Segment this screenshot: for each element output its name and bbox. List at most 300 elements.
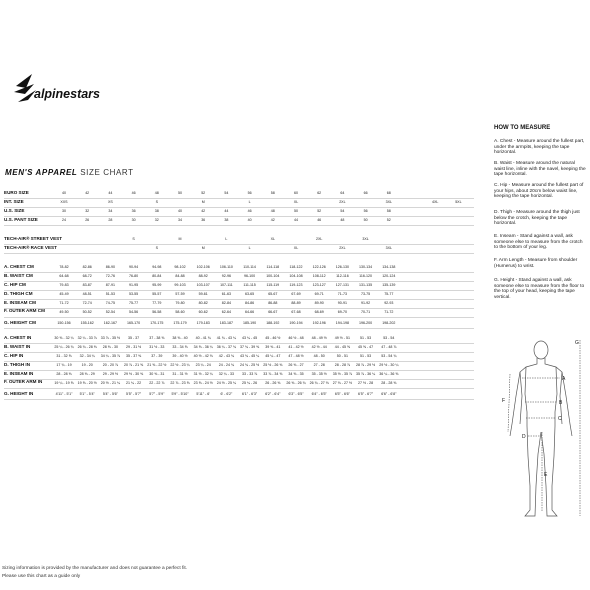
table-cell: 5'11" - 6' [196, 392, 210, 396]
table-cell: 82-84 [221, 301, 231, 305]
table-cell: 42 - 43 ¾ [218, 354, 234, 358]
table-cell: 90-91 [337, 301, 347, 305]
table-cell: 175-179 [173, 321, 187, 325]
row-label: F. OUTER ARM CM [4, 308, 45, 313]
table-cell: 50 - 51 [336, 354, 348, 358]
table-cell: 28 - 28 ⅞ [334, 363, 350, 367]
table-cell: 75-77 [128, 301, 139, 305]
table-cell: 35 - 35 ½ [311, 372, 327, 376]
measure-thigh: D. Thigh - Measure around the thigh just below the crotch, keeping the tape horizontal. [494, 210, 580, 227]
table-cell: 26 ⅜ - 27 [288, 363, 304, 367]
table-cell: 24 ½ - 25 ¼ [216, 381, 236, 385]
table-cell: 79-80 [175, 301, 185, 305]
table-cell: 53 - 54 [383, 336, 395, 340]
size-row [4, 291, 474, 299]
table-cell: 5'7" - 5'9" [149, 392, 165, 396]
table-cell: 46 [131, 191, 136, 195]
table-cell: 29 ½ - 30 ⅜ [124, 372, 144, 376]
measure-arm-length: F. Arm Length - Measure from shoulder (Humerus) to wrist. [494, 258, 578, 269]
table-cell: 30 [62, 209, 66, 213]
size-row [4, 300, 474, 308]
table-cell: 3XL [385, 200, 392, 204]
table-cell: 38 [224, 218, 229, 222]
table-cell: 120-124 [382, 274, 396, 278]
table-cell: 28 ⅞ - 29 ½ [356, 363, 376, 367]
table-cell: 58-60 [175, 310, 185, 314]
table-cell: M [201, 246, 205, 250]
table-cell: 59-61 [198, 292, 208, 296]
table-cell: 57-59 [175, 292, 185, 296]
table-cell: 66-67 [268, 310, 278, 314]
table-cell: 36 [201, 218, 206, 222]
table-cell: 71-73 [337, 292, 347, 296]
table-cell: 162-167 [103, 321, 117, 325]
table-cell: 54 [340, 209, 345, 213]
row-divider [4, 225, 474, 226]
table-cell: 190-194 [289, 321, 303, 325]
row-label: U.S. PANT SIZE [4, 217, 38, 222]
table-cell: 24 ¾ - 25 ½ [240, 363, 260, 367]
table-cell: 62-64 [221, 310, 231, 314]
table-cell: 50-52 [82, 310, 92, 314]
table-cell: 6'6" - 6'8" [381, 392, 397, 396]
table-cell: 23 ¼ - 24 [195, 363, 211, 367]
table-cell: 43 ¾ - 45 ¼ [240, 354, 260, 358]
table-cell: 95-99 [152, 283, 162, 287]
astar-icon [14, 74, 36, 102]
table-cell: 52 [317, 209, 322, 213]
body-outline [510, 341, 572, 516]
table-cell: 52 [201, 191, 206, 195]
table-cell: 84-86 [244, 301, 255, 305]
table-cell: M [178, 237, 182, 241]
table-cell: 112-116 [336, 274, 349, 278]
table-cell: 131-135 [358, 283, 373, 287]
table-cell: 179-183 [196, 321, 210, 325]
table-cell: 183-187 [219, 321, 233, 325]
table-cell: 60 [294, 191, 298, 195]
table-cell: 22 ⅞ - 23 ⅝ [170, 381, 190, 385]
table-cell: 46 [247, 209, 252, 213]
table-cell: 30 ⅝ - 32 ¼ [54, 336, 74, 340]
table-cell: 31 ½ - 33 [149, 345, 165, 349]
table-cell: 24 [62, 218, 66, 222]
table-cell: 198-202 [382, 321, 396, 325]
table-cell: 58 [270, 191, 275, 195]
table-cell: 26 - 26 ⅜ [265, 381, 281, 385]
table-cell: 25 ¼ - 26 ¾ [54, 345, 74, 349]
table-cell: 94-98 [152, 265, 162, 269]
table-cell: 119-123 [289, 283, 303, 287]
disclaimer-line-2: Please use this chart as a guide only [2, 574, 81, 579]
table-cell: 19 ¼ - 19 ⅝ [54, 381, 74, 385]
table-cell: 25 ¼ - 26 [242, 381, 258, 385]
table-cell: 48 [154, 191, 159, 195]
table-cell: 196-200 [358, 321, 373, 325]
table-cell: 150-156 [57, 321, 71, 325]
table-cell: 6'2" - 6'4" [265, 392, 281, 396]
table-cell: 34 ⅝ - 36 ¼ [193, 345, 213, 349]
size-row [4, 208, 474, 216]
table-cell: 31 ½ - 32 ¼ [193, 372, 213, 376]
table-cell: 34 ¼ - 35 ⅞ [100, 354, 120, 358]
table-cell: 53 - 54 ¾ [381, 354, 397, 358]
table-cell: 103-107 [196, 283, 210, 287]
table-cell: 44 [224, 209, 229, 213]
table-cell: 26 ¾ - 28 ⅜ [77, 345, 97, 349]
table-cell: 39 ⅜ - 41 [265, 345, 281, 349]
table-cell: 45 - 46 ½ [265, 336, 281, 340]
table-cell: 134-138 [382, 265, 396, 269]
table-cell: 34 ⅝ - 35 [288, 372, 304, 376]
row-label: TECH-AIR® RACE VEST [4, 245, 57, 250]
table-cell: 19 - 20 [81, 363, 93, 367]
table-cell: 5'9" - 5'10" [171, 392, 189, 396]
table-cell: 54-56 [128, 310, 139, 314]
table-cell: 64 [340, 191, 345, 195]
size-row [4, 264, 474, 272]
row-label: INT. SIZE [4, 199, 24, 204]
table-cell: 42 [201, 209, 206, 213]
table-cell: 27 ½ - 28 [358, 381, 374, 385]
table-cell: 55-57 [152, 292, 162, 296]
table-cell: 33 ⅞ - 34 ⅝ [263, 372, 283, 376]
table-cell: 50 [294, 209, 298, 213]
table-cell: 22 - 22 ⅞ [149, 381, 165, 385]
table-cell: 188-192 [266, 321, 280, 325]
table-cell: 100-104 [266, 274, 280, 278]
table-cell: 51-53 [105, 292, 115, 296]
table-cell: 5'4" - 5'6" [102, 392, 118, 396]
table-cell: 2XL [339, 246, 346, 250]
table-cell: XXS [60, 200, 68, 204]
table-cell: 69-71 [314, 292, 324, 296]
table-cell: 28 - 28 ⅜ [381, 381, 397, 385]
table-cell: 115-119 [266, 283, 280, 287]
table-cell: 44 [108, 191, 113, 195]
table-cell: 4'11" - 5'1" [55, 392, 73, 396]
table-cell: 76-80 [128, 274, 139, 278]
table-cell: 71-72 [384, 310, 394, 314]
row-label: B. WAIST IN [4, 344, 31, 349]
size-row [4, 217, 474, 225]
table-cell: 25 ½ - 26 ⅜ [263, 363, 283, 367]
table-cell: 56-58 [152, 310, 162, 314]
table-cell: 48 [270, 209, 275, 213]
size-row [4, 236, 474, 244]
table-cell: 79-83 [59, 283, 69, 287]
table-cell: 40 ½ - 42 ⅛ [193, 354, 213, 358]
row-label: EURO SIZE [4, 190, 29, 195]
table-cell: 68-72 [82, 274, 92, 278]
table-cell: 19 ⅝ - 20 ½ [77, 381, 97, 385]
table-cell: 86-90 [105, 265, 115, 269]
table-cell: 3XL [362, 237, 369, 241]
table-cell: 35 - 37 [127, 336, 140, 340]
size-row [4, 362, 474, 370]
table-cell: 6'1" - 6'3" [242, 392, 258, 396]
table-cell: 39 - 40 ½ [172, 354, 188, 358]
table-cell: 104-108 [289, 274, 303, 278]
table-cell: 58 [386, 209, 391, 213]
page-title [5, 168, 134, 177]
table-cell: 40 [247, 218, 252, 222]
row-label: E. INSEAM CM [4, 300, 36, 305]
table-cell: 37 - 38 ⅝ [149, 336, 165, 340]
table-cell: 20 - 20 ⅞ [102, 363, 118, 367]
table-cell: 192-196 [312, 321, 326, 325]
table-cell: 33 ⅞ - 35 ½ [100, 336, 120, 340]
table-cell: 42 [270, 218, 275, 222]
table-cell: 88-89 [291, 301, 301, 305]
table-cell: 33 - 33 ⅞ [242, 372, 258, 376]
table-cell: 36 [131, 209, 136, 213]
size-row [4, 344, 474, 352]
table-cell: 32 - 34 ¼ [79, 354, 95, 358]
table-cell: 54 [224, 191, 229, 195]
row-divider [4, 328, 474, 329]
figure-label-d: D [522, 434, 526, 440]
table-cell: 3XL [385, 246, 392, 250]
table-cell: 40 [178, 209, 182, 213]
table-cell: 31 - 31 ½ [172, 372, 188, 376]
table-cell: 44 [294, 218, 298, 222]
table-cell: 122-126 [312, 265, 326, 269]
table-cell: 68 [386, 191, 391, 195]
table-cell: 47 - 48 ½ [288, 354, 304, 358]
table-cell: 108-112 [312, 274, 326, 278]
size-row [4, 380, 474, 388]
size-row [4, 320, 474, 328]
table-cell: 98-102 [174, 265, 186, 269]
table-cell: S [155, 246, 158, 250]
table-cell: 106-110 [219, 265, 233, 269]
table-cell: 2XL [339, 200, 346, 204]
table-cell: 80-84 [152, 274, 162, 278]
table-cell: 21 ⅝ - 22 ½ [147, 363, 167, 367]
table-cell: 110-114 [243, 265, 256, 269]
table-cell: 56 [247, 191, 252, 195]
table-cell: 37 ¾ - 39 ⅜ [240, 345, 260, 349]
table-cell: 67-68 [291, 310, 301, 314]
table-cell: 32 ¼ - 33 [218, 372, 234, 376]
table-cell: 29 ½ - 30 ¼ [379, 363, 399, 367]
table-cell: 28 ⅜ - 29 [79, 372, 95, 376]
row-label: G. HEIGHT IN [4, 391, 34, 396]
table-cell: 91-92 [360, 301, 371, 305]
table-cell: 78-82 [59, 265, 69, 269]
table-cell: L [225, 237, 228, 241]
row-divider [4, 253, 474, 254]
row-label: A. CHEST CM [4, 264, 34, 269]
size-row [4, 391, 474, 399]
size-row [4, 309, 474, 317]
table-cell: 83-87 [82, 283, 92, 287]
table-cell: 86-88 [268, 301, 278, 305]
measure-lines [508, 340, 580, 516]
table-cell: 90-94 [128, 265, 139, 269]
table-cell: 24 - 24 ¾ [218, 363, 234, 367]
table-cell: 118-122 [289, 265, 303, 269]
table-cell: 73-75 [360, 292, 371, 296]
table-cell: 114-118 [266, 265, 280, 269]
size-row [4, 371, 474, 379]
table-cell: 28 - 28 ⅜ [56, 372, 72, 376]
table-cell: 49 ½ - 51 [334, 336, 350, 340]
table-cell: 41 ¾ - 43 ¼ [216, 336, 236, 340]
table-cell: 64-66 [244, 310, 255, 314]
table-cell: 135-139 [382, 283, 396, 287]
table-cell: 6'5" - 6'6" [334, 392, 350, 396]
row-divider [4, 388, 474, 389]
table-cell: 6'4" - 6'5" [311, 392, 327, 396]
row-label: F. OUTER ARM IN [4, 379, 43, 384]
table-cell: 17 ¾ - 19 [56, 363, 72, 367]
table-cell: XL [270, 237, 275, 241]
table-cell: 74-75 [105, 301, 115, 305]
title-light: SIZE CHART [80, 168, 134, 177]
table-cell: 33 - 34 ⅝ [172, 345, 188, 349]
figure-label-c: C [558, 416, 562, 422]
table-cell: 42 ½ - 44 [311, 345, 327, 349]
table-cell: 61-63 [221, 292, 231, 296]
table-cell: 87-91 [105, 283, 115, 287]
table-cell: 77-79 [152, 301, 162, 305]
table-cell: XL [293, 200, 299, 204]
table-cell: 22 ½ - 23 ¼ [170, 363, 190, 367]
table-cell: 45 ¼ - 47 [265, 354, 281, 358]
table-cell: 62 [317, 191, 322, 195]
table-cell: 49-50 [59, 310, 69, 314]
table-cell: XS [107, 200, 113, 204]
figure-label-f: F [502, 398, 506, 404]
table-cell: 70-71 [360, 310, 371, 314]
table-cell: 20 ½ - 21 ¼ [100, 381, 120, 385]
row-label: A. CHEST IN [4, 335, 32, 340]
size-row [4, 273, 474, 281]
figure-label-a: A [562, 376, 566, 382]
table-cell: 38 [154, 209, 159, 213]
size-row [4, 335, 474, 343]
table-cell: 21 ¼ - 22 [126, 381, 142, 385]
table-cell: 45-49 [59, 292, 69, 296]
table-cell: 28 [108, 218, 113, 222]
table-cell: 37 - 39 [151, 354, 163, 358]
table-cell: 91-95 [128, 283, 139, 287]
row-label: C. HIP IN [4, 353, 24, 358]
table-cell: 32 ¼ - 33 ⅞ [77, 336, 97, 340]
row-label: D. THIGH IN [4, 362, 31, 367]
table-cell: 72-76 [105, 274, 115, 278]
table-cell: 84-88 [175, 274, 185, 278]
table-cell: S [132, 237, 135, 241]
figure-label-b: B [559, 400, 563, 406]
table-cell: 126-130 [335, 265, 349, 269]
table-cell: 67-69 [291, 292, 301, 296]
table-cell: 82-86 [82, 265, 92, 269]
table-cell: 5'5" - 5'7" [126, 392, 142, 396]
table-cell: 30 [131, 218, 136, 222]
size-row [4, 199, 474, 207]
table-cell: 66 [363, 191, 368, 195]
table-cell: L [248, 246, 251, 250]
table-cell: 35 - 37 ⅜ [126, 354, 142, 358]
row-divider [4, 399, 474, 400]
table-cell: XL [293, 246, 299, 250]
table-cell: 99-103 [174, 283, 186, 287]
figure-label-e: E [544, 472, 548, 478]
size-row [4, 190, 474, 198]
table-cell: 5XL [455, 200, 462, 204]
table-cell: 130-134 [358, 265, 373, 269]
table-cell: 107-111 [220, 283, 233, 287]
table-cell: 80-82 [198, 301, 208, 305]
table-cell: 102-106 [196, 265, 210, 269]
size-row [4, 245, 474, 253]
table-cell: 96-100 [243, 274, 256, 278]
row-label: U.S. SIZE [4, 208, 25, 213]
table-cell: 50 [363, 218, 368, 222]
size-row [4, 282, 474, 290]
table-cell: 44 - 45 ⅝ [334, 345, 350, 349]
table-cell: 116-120 [359, 274, 373, 278]
row-label: TECH-AIR® STREET VEST [4, 236, 63, 241]
table-cell: 26 ⅜ - 26 ¾ [286, 381, 306, 385]
table-cell: 34 [178, 218, 182, 222]
table-cell: 48 [340, 218, 345, 222]
table-cell: 4XL [431, 200, 439, 204]
table-cell: 88-92 [198, 274, 208, 278]
how-to-measure-title: HOW TO MEASURE [494, 125, 551, 131]
table-cell: 111-115 [243, 283, 256, 287]
table-cell: 27 ⅛ - 27 ½ [332, 381, 352, 385]
measure-inseam: E. Inseam - Stand against a wall, ask someone else to measure from the crotch to the bottom of your leg. [494, 234, 583, 251]
table-cell: 5'1" - 5'4" [79, 392, 95, 396]
table-cell: 75-77 [384, 292, 394, 296]
table-cell: 194-198 [335, 321, 349, 325]
table-cell: 26 ¾ - 27 ⅛ [309, 381, 329, 385]
table-cell: 46 ½ - 48 [288, 336, 304, 340]
table-cell: 185-190 [242, 321, 257, 325]
table-cell: 42 [85, 191, 90, 195]
table-cell: 123-127 [312, 283, 326, 287]
table-cell: 127-131 [335, 283, 349, 287]
table-cell: 36 ¼ - 37 ¾ [216, 345, 236, 349]
measure-height: G. Height - Stand against a wall, ask someone else to measure from the floor to the top of your head, keeping the tape vertical. [494, 278, 585, 300]
row-label: G. HEIGHT CM [4, 320, 36, 325]
table-cell: 40 - 41 ¾ [195, 336, 211, 340]
table-cell: 68-69 [314, 310, 324, 314]
table-cell: 28 ⅜ - 30 [102, 345, 118, 349]
disclaimer-line-1: Sizing information is provided by the manufacturer and does not guarantee a perfect fit. [2, 566, 188, 571]
table-cell: 51 - 53 [359, 336, 372, 340]
table-cell: 52-54 [105, 310, 115, 314]
table-cell: 165-170 [126, 321, 141, 325]
table-cell: 63-65 [244, 292, 255, 296]
table-cell: 92-96 [221, 274, 231, 278]
table-cell: 60-62 [198, 310, 208, 314]
table-cell: 64-68 [59, 274, 69, 278]
table-cell: 46 [317, 218, 322, 222]
table-cell: 38 ⅝ - 40 [172, 336, 188, 340]
figure-label-g: G [575, 340, 579, 346]
table-cell: 45 ⅝ - 47 [358, 345, 374, 349]
table-cell: 56 [363, 209, 368, 213]
table-cell: 170-175 [150, 321, 164, 325]
table-cell: 36 ¼ - 36 ⅝ [379, 372, 399, 376]
table-cell: 31 - 32 ⅝ [56, 354, 72, 358]
table-cell: 35 ½ - 35 ⅞ [332, 372, 352, 376]
